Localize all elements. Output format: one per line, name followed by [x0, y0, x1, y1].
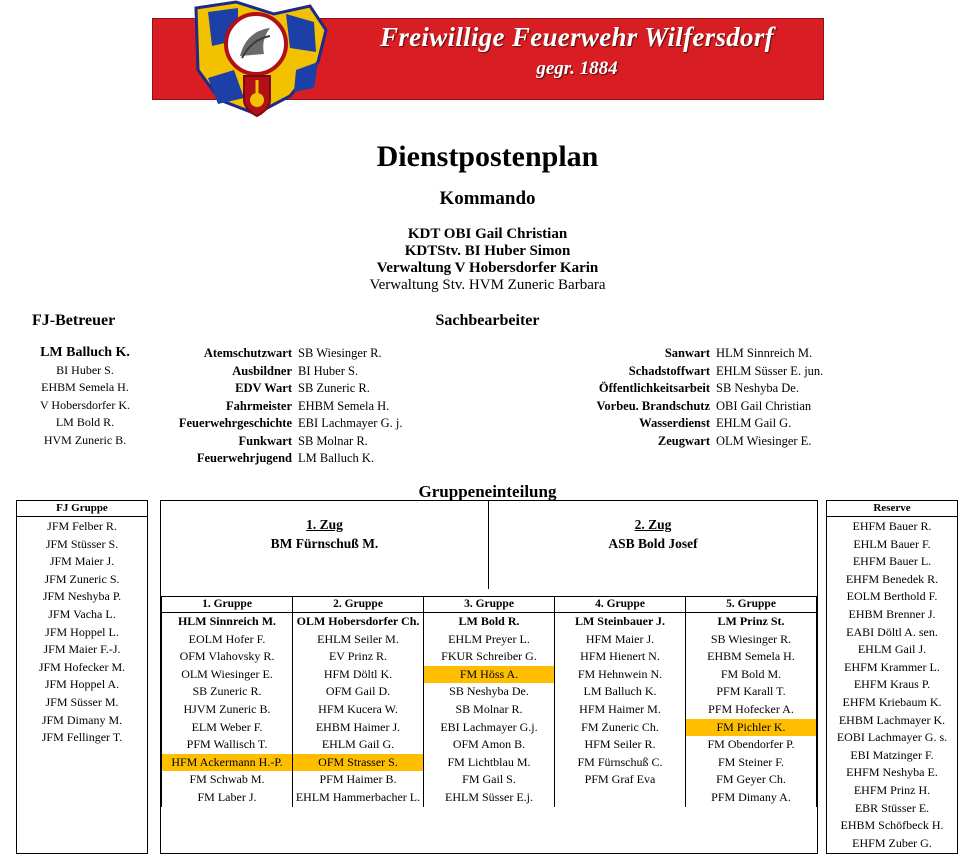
- gruppe-member: FM Hehnwein N.: [555, 666, 686, 684]
- gruppe-member: EHLM Süsser E.j.: [424, 789, 555, 807]
- sachbearbeiter-row: [540, 363, 824, 381]
- sachbearbeiter-role: EDV Wart: [235, 381, 292, 395]
- gruppe-member: FM Steiner F.: [686, 754, 817, 772]
- gruppe-member: FM Obendorfer P.: [686, 736, 817, 754]
- column-header: 5. Gruppe: [686, 597, 817, 613]
- table-row: [162, 631, 817, 649]
- zug-1: [161, 501, 489, 589]
- gruppe-member-highlighted: HFM Ackermann H.-P.: [162, 754, 293, 772]
- sachbearbeiter-row: [540, 398, 810, 416]
- gruppe-member: EHLM Gail G.: [293, 736, 424, 754]
- list-item: EHFM Bauer R.: [852, 519, 932, 533]
- fj-betreuer-heading: FJ-Betreuer: [32, 312, 116, 329]
- list-item: EBI Matzinger F.: [850, 747, 934, 762]
- sachbearbeiter-row: [540, 345, 813, 363]
- kommando-heading: Kommando: [439, 188, 536, 209]
- sachbearbeiter-person: EBI Lachmayer G. j.: [298, 416, 403, 430]
- table-row: [162, 754, 817, 772]
- fj-gruppe-box: [16, 500, 148, 854]
- list-item: JFM Vacha L.: [48, 606, 116, 621]
- gruppe-member: FM Zuneric Ch.: [555, 719, 686, 737]
- fj-betreuer-member: V Hobersdorfer K.: [39, 397, 131, 412]
- list-item: JFM Neshyba P.: [42, 589, 122, 604]
- gruppe-member: EHBM Haimer J.: [293, 719, 424, 737]
- list-item: JFM Felber R.: [47, 519, 117, 533]
- sachbearbeiter-row: [170, 345, 400, 363]
- sachbearbeiter-row: [540, 415, 810, 433]
- gruppe-leader: LM Prinz St.: [686, 613, 817, 631]
- table-row: [162, 719, 817, 737]
- sachbearbeiter-row: [170, 380, 400, 398]
- list-item: JFM Hoppel L.: [45, 624, 119, 639]
- gruppe-member: OLM Wiesinger E.: [162, 666, 293, 684]
- kommando-line: Verwaltung Stv. HVM Zuneric Barbara: [369, 277, 606, 293]
- gruppe-leader: HLM Sinnreich M.: [162, 613, 293, 631]
- gruppe-member: LM Balluch K.: [555, 683, 686, 701]
- table-row: [162, 683, 817, 701]
- page-banner: [152, 0, 824, 118]
- gruppe-leader: LM Bold R.: [424, 613, 555, 631]
- list-item: EHFM Bauer L.: [852, 554, 932, 569]
- gruppe-member: FM Fürnschuß C.: [555, 754, 686, 772]
- sachbearbeiter-role: Ausbildner: [232, 363, 292, 378]
- sachbearbeiter-role: Zeugwart: [657, 433, 710, 448]
- sachbearbeiter-person: SB Molnar R.: [298, 433, 368, 448]
- fj-gruppe-header: FJ Gruppe: [17, 501, 147, 517]
- gruppe-member: SB Zuneric R.: [162, 683, 293, 701]
- list-item: EHFM Zuber G.: [852, 835, 932, 850]
- gruppe-member: FM Schwab M.: [162, 771, 293, 789]
- zug-name: 1. Zug: [306, 517, 343, 532]
- founded-year: gegr. 1884: [536, 58, 618, 79]
- sachbearbeiter-person: OBI Gail Christian: [716, 398, 812, 413]
- table-row: [162, 613, 817, 631]
- fj-betreuer-member: HVM Zuneric B.: [43, 432, 127, 447]
- list-item: JFM Hofecker M.: [38, 659, 126, 674]
- sachbearbeiter-person: SB Neshyba De.: [716, 381, 799, 395]
- reserve-list: [827, 517, 957, 852]
- page-title: Dienstpostenplan: [376, 140, 599, 173]
- gruppe-leader: LM Steinbauer J.: [555, 613, 686, 631]
- zuege-container: [160, 500, 818, 854]
- sachbearbeiter-right-column: [540, 345, 824, 450]
- gruppe-member: HFM Maier J.: [555, 631, 686, 649]
- list-item: EHBM Schöfbeck H.: [840, 818, 944, 833]
- fj-betreuer-member: EHBM Semela H.: [41, 380, 129, 394]
- list-item: JFM Maier F.-J.: [43, 642, 121, 657]
- list-item: EHFM Benedek R.: [845, 571, 939, 586]
- sachbearbeiter-row: [170, 415, 403, 433]
- table-row: [162, 701, 817, 719]
- list-item: JFM Hoppel A.: [44, 677, 120, 692]
- gruppe-member: HFM Döltl K.: [293, 666, 424, 684]
- gruppe-member-highlighted: FM Höss A.: [424, 666, 555, 684]
- gruppe-member: OFM Vlahovsky R.: [162, 648, 293, 666]
- gruppe-member: PFM Hofecker A.: [686, 701, 817, 719]
- table-row: [162, 648, 817, 666]
- gruppe-member: PFM Graf Eva: [555, 771, 686, 789]
- list-item: EHLM Gail J.: [857, 642, 927, 657]
- sachbearbeiter-person: EHLM Gail G.: [716, 416, 792, 430]
- zuege-header-row: [161, 501, 817, 589]
- gruppe-member: PFM Karall T.: [686, 683, 817, 701]
- kommando-list: [0, 226, 975, 294]
- column-header: 2. Gruppe: [293, 597, 424, 613]
- gruppe-member: EV Prinz R.: [293, 648, 424, 666]
- sachbearbeiter-row: [540, 433, 810, 451]
- zug-2: [489, 501, 817, 589]
- gruppe-member: EHLM Preyer L.: [424, 631, 555, 649]
- sachbearbeiter-role: Öffentlichkeitsarbeit: [598, 381, 710, 395]
- table-row: [162, 666, 817, 684]
- sachbearbeiter-role: Funkwart: [238, 433, 292, 448]
- fj-betreuer-member: BI Huber S.: [56, 362, 114, 377]
- sachbearbeiter-row: [170, 398, 400, 416]
- table-row: [162, 736, 817, 754]
- gruppe-member: FM Gail S.: [424, 771, 555, 789]
- list-item: JFM Maier J.: [49, 554, 115, 569]
- gruppeneinteilung-heading: Gruppeneinteilung: [418, 482, 557, 501]
- gruppe-member-highlighted: OFM Strasser S.: [293, 754, 424, 772]
- sachbearbeiter-role: Vorbeu. Brandschutz: [596, 398, 710, 413]
- kommando-line: KDTStv. BI Huber Simon: [404, 243, 571, 259]
- sachbearbeiter-role: Wasserdienst: [639, 416, 710, 430]
- list-item: JFM Süsser M.: [45, 694, 119, 709]
- gruppe-member: EBI Lachmayer G.j.: [424, 719, 555, 737]
- list-item: EHFM Neshyba E.: [846, 765, 938, 780]
- sachbearbeiter-row: [170, 363, 400, 381]
- kommando-line: KDT OBI Gail Christian: [407, 226, 568, 242]
- list-item: EHBM Lachmayer K.: [838, 712, 946, 727]
- gruppe-member: PFM Haimer B.: [293, 771, 424, 789]
- fj-betreuer-list: [0, 344, 170, 449]
- gruppe-member-highlighted: FM Pichler K.: [686, 719, 817, 737]
- column-header: 4. Gruppe: [555, 597, 686, 613]
- gruppe-member: FM Geyer Ch.: [686, 771, 817, 789]
- gruppe-member: HFM Kucera W.: [293, 701, 424, 719]
- sachbearbeiter-person: SB Zuneric R.: [298, 381, 370, 395]
- gruppen-table: [161, 596, 817, 807]
- sachbearbeiter-person: EHLM Süsser E. jun.: [716, 363, 824, 378]
- sachbearbeiter-row: [170, 450, 400, 468]
- coat-of-arms-icon: [178, 0, 338, 118]
- list-item: EHFM Kraus P.: [853, 677, 931, 692]
- fj-gruppe-list: [17, 517, 147, 747]
- fj-betreuer-member: LM Bold R.: [55, 415, 115, 429]
- list-item: EBR Stüsser E.: [854, 800, 930, 815]
- sachbearbeiter-row: [170, 433, 400, 451]
- gruppe-member: FKUR Schreiber G.: [424, 648, 555, 666]
- gruppe-member: PFM Dimany A.: [686, 789, 817, 807]
- gruppe-member: EHLM Seiler M.: [293, 631, 424, 649]
- zug-name: 2. Zug: [634, 517, 672, 532]
- sachbearbeiter-role: Feuerwehrgeschichte: [178, 416, 292, 430]
- column-header: 1. Gruppe: [162, 597, 293, 613]
- sachbearbeiter-person: BI Huber S.: [298, 363, 359, 378]
- gruppe-member: EHBM Semela H.: [686, 648, 817, 666]
- gruppe-member: PFM Wallisch T.: [162, 736, 293, 754]
- gruppe-member: HFM Hienert N.: [555, 648, 686, 666]
- gruppe-member: HFM Haimer M.: [555, 701, 686, 719]
- gruppe-member: OFM Gail D.: [293, 683, 424, 701]
- table-row: [162, 771, 817, 789]
- gruppe-member: HFM Seiler R.: [555, 736, 686, 754]
- gruppe-leader: OLM Hobersdorfer Ch.: [293, 613, 424, 631]
- gruppe-member: FM Laber J.: [162, 789, 293, 807]
- list-item: JFM Fellinger T.: [41, 730, 123, 745]
- sachbearbeiter-person: OLM Wiesinger E.: [716, 433, 812, 448]
- sachbearbeiter-left-column: [170, 345, 403, 468]
- table-row: [162, 789, 817, 807]
- gruppe-member: FM Lichtblau M.: [424, 754, 555, 772]
- reserve-box: [826, 500, 958, 854]
- gruppe-member: EOLM Hofer F.: [162, 631, 293, 649]
- sachbearbeiter-person: SB Wiesinger R.: [298, 346, 382, 360]
- gruppe-member: [555, 789, 686, 807]
- sachbearbeiter-role: Schadstoffwart: [628, 363, 710, 378]
- list-item: EOLM Berthold F.: [846, 589, 938, 604]
- gruppe-member: FM Bold M.: [686, 666, 817, 684]
- list-item: EHFM Krammer L.: [844, 659, 940, 674]
- sachbearbeiter-person: EHBM Semela H.: [298, 398, 390, 413]
- reserve-header: Reserve: [827, 501, 957, 517]
- list-item: EOBI Lachmayer G. s.: [836, 730, 948, 745]
- gruppe-member: OFM Amon B.: [424, 736, 555, 754]
- list-item: JFM Zuneric S.: [44, 571, 120, 586]
- organization-name: Freiwillige Feuerwehr Wilfersdorf: [380, 22, 774, 52]
- zug-leader: BM Fürnschuß M.: [270, 536, 379, 551]
- list-item: EABI Döltl A. sen.: [846, 624, 938, 639]
- gruppe-member: SB Neshyba De.: [424, 683, 555, 701]
- table-header-row: [162, 597, 817, 613]
- sachbearbeiter-heading: Sachbearbeiter: [435, 312, 540, 329]
- sachbearbeiter-row: [540, 380, 810, 398]
- sachbearbeiter-role: Feuerwehrjugend: [196, 451, 292, 465]
- column-header: 3. Gruppe: [424, 597, 555, 613]
- list-item: JFM Dimany M.: [41, 712, 123, 727]
- gruppe-member: HJVM Zuneric B.: [162, 701, 293, 719]
- gruppe-member: EHLM Hammerbacher L.: [293, 789, 424, 807]
- sachbearbeiter-role: Sanwart: [664, 346, 710, 360]
- gruppe-member: ELM Weber F.: [162, 719, 293, 737]
- list-item: EHFM Kriebaum K.: [842, 694, 942, 709]
- sachbearbeiter-person: HLM Sinnreich M.: [716, 346, 813, 360]
- sachbearbeiter-role: Atemschutzwart: [203, 346, 292, 360]
- gruppe-member: SB Molnar R.: [424, 701, 555, 719]
- list-item: JFM Stüsser S.: [45, 536, 119, 551]
- list-item: EHFM Prinz H.: [853, 782, 931, 797]
- fj-betreuer-lead: LM Balluch K.: [40, 345, 130, 360]
- list-item: EHLM Bauer F.: [853, 536, 931, 551]
- kommando-line: Verwaltung V Hobersdorfer Karin: [376, 260, 599, 276]
- gruppe-member: SB Wiesinger R.: [686, 631, 817, 649]
- zug-leader: ASB Bold Josef: [608, 536, 698, 551]
- sachbearbeiter-person: LM Balluch K.: [298, 451, 375, 465]
- list-item: EHBM Brenner J.: [848, 606, 936, 621]
- sachbearbeiter-role: Fahrmeister: [226, 398, 292, 413]
